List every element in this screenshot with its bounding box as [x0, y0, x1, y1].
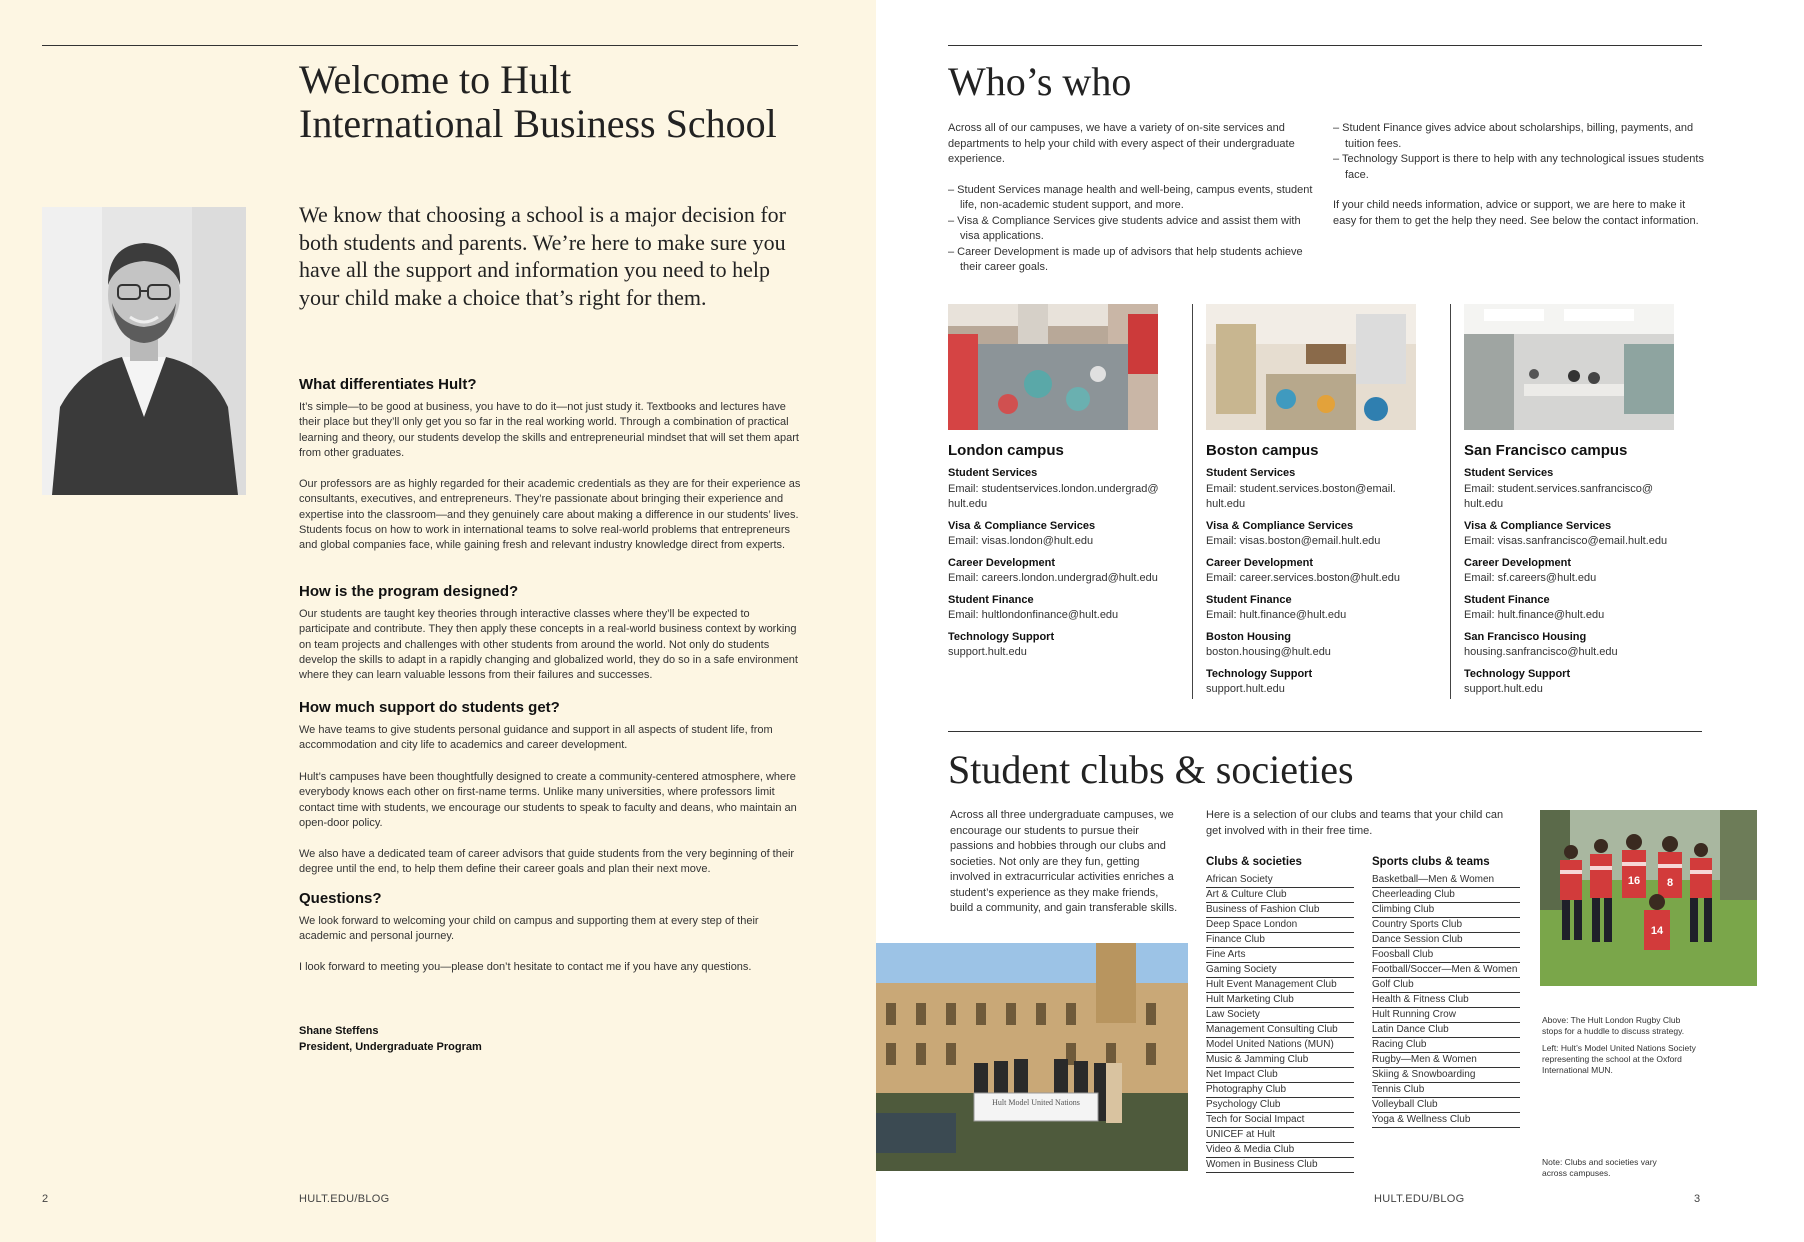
signature: [299, 1023, 482, 1055]
clubs-heading: Clubs & societies: [1206, 856, 1302, 868]
club-list-item: Psychology Club: [1206, 1098, 1354, 1113]
contact-block: [1464, 667, 1692, 698]
club-list-item: Business of Fashion Club: [1206, 903, 1354, 918]
contact-block: [1206, 519, 1434, 550]
title-line-1: Welcome to Hult: [299, 57, 572, 102]
contact-email[interactable]: housing.sanfrancisco@hult.edu: [1464, 646, 1618, 658]
signature-name: Shane Steffens: [299, 1025, 379, 1037]
campus-san-francisco: [1464, 442, 1692, 704]
section-paragraph: Our students are taught key theories through interactive classes where they’ll be expected to participate and contribute. They then apply these concepts in a real-world business context by working on team projects and challenges with other students from around the world. Not only do students develop the skills to adapt in a rapidly changing and globalized world, they do so in a safe environment where they can learn valuable lessons from their failures and successes.: [299, 608, 798, 682]
contact-block: [1206, 556, 1434, 587]
top-rule: [42, 45, 798, 46]
club-list-item: Women in Business Club: [1206, 1158, 1354, 1173]
president-portrait: [42, 207, 246, 495]
sport-list-item: Racing Club: [1372, 1038, 1520, 1053]
contact-email[interactable]: Email: hult.finance@hult.edu: [1206, 609, 1347, 621]
sport-list-item: Health & Fitness Club: [1372, 993, 1520, 1008]
section-heading-differentiates: What differentiates Hult?: [299, 376, 477, 393]
contact-block: [1206, 593, 1434, 624]
sports-heading: Sports clubs & teams: [1372, 856, 1490, 868]
right-page: [876, 0, 1804, 1242]
bullet-item: – Career Development is made up of advisors that help students achieve their career goals.: [948, 245, 1303, 273]
jersey-number: 16: [1627, 875, 1641, 887]
contact-block: [1206, 667, 1434, 698]
jersey-number: 14: [1650, 925, 1664, 937]
boston-campus-photo: [1206, 304, 1416, 430]
portrait-photo: [42, 207, 246, 495]
whos-who-intro: Across all of our campuses, we have a variety of on-site services and departments to help your child with every aspect of their undergraduate experience.: [948, 122, 1295, 165]
bullet-item: – Student Finance gives advice about scholarships, billing, payments, and tuition fees.: [1333, 122, 1694, 150]
contact-email[interactable]: Email: sf.careers@hult.edu: [1464, 572, 1597, 584]
club-list-item: Music & Jamming Club: [1206, 1053, 1354, 1068]
bullet-item: – Technology Support is there to help with any technological issues students face.: [1333, 153, 1704, 181]
section-paragraph: We have teams to give students personal guidance and support in all aspects of student life, from accommodation and city life to academics and career development.: [299, 724, 773, 752]
sports-list: [1372, 873, 1520, 1128]
contact-note: If your child needs information, advice or support, we are here to make it easy for them to get the help they need. See below the contact information.: [1333, 199, 1699, 227]
caption-left: Left: Hult’s Model United Nations Society representing the school at the Oxford International MUN.: [1542, 1043, 1696, 1075]
contact-label: Technology Support: [1206, 667, 1313, 680]
club-list-item: Gaming Society: [1206, 963, 1354, 978]
footer-url[interactable]: HULT.EDU/BLOG: [299, 1193, 390, 1205]
section-rule: [948, 731, 1702, 732]
club-list-item: Law Society: [1206, 1008, 1354, 1023]
contact-email[interactable]: Email: hult.finance@hult.edu: [1464, 609, 1605, 621]
section-heading-questions: Questions?: [299, 890, 382, 907]
clubs-title: Student clubs & societies: [948, 747, 1354, 792]
contact-block: [948, 519, 1176, 550]
whos-who-title: Who’s who: [948, 59, 1132, 104]
contact-block: [1464, 519, 1692, 550]
sport-list-item: Golf Club: [1372, 978, 1520, 993]
campus-name: London campus: [948, 442, 1064, 459]
whos-who-right-column: [1333, 121, 1705, 229]
contact-label: Student Finance: [948, 593, 1034, 606]
sport-list-item: Cheerleading Club: [1372, 888, 1520, 903]
section-paragraph: We look forward to welcoming your child on campus and supporting them at every step of their academic and personal journey.: [299, 915, 759, 943]
contact-email[interactable]: Email: visas.sanfrancisco@email.hult.edu: [1464, 535, 1668, 547]
contact-email[interactable]: Email: student.services.sanfrancisco@: [1464, 482, 1654, 495]
section-paragraph: We also have a dedicated team of career advisors that guide students from the very beginning of their degree until the end, to help them define their career goals and plan their next move.: [299, 848, 795, 876]
campus-divider: [1192, 304, 1193, 699]
bullet-item: – Student Services manage health and well-being, campus events, student life, non-academic student support, and more.: [948, 183, 1313, 211]
page-title: [299, 58, 819, 146]
club-list-item: Hult Marketing Club: [1206, 993, 1354, 1008]
contact-link[interactable]: support.hult.edu: [948, 646, 1027, 658]
rugby-photo: [1540, 810, 1757, 986]
contact-block: [948, 630, 1176, 661]
campus-divider: [1450, 304, 1451, 699]
sport-list-item: Foosball Club: [1372, 948, 1520, 963]
campus-boston: [1206, 442, 1434, 704]
contact-label: Career Development: [1206, 556, 1313, 569]
section-paragraph: It’s simple—to be good at business, you have to do it—not just study it. Textbooks and lectures have their place but they’ll only get you so far in the real working world. Through a combination of practical learning and theory, our students develop the skills and entrepreneurial mindset that will set them apart from other graduates.: [299, 401, 799, 459]
sport-list-item: Basketball—Men & Women: [1372, 873, 1520, 888]
contact-email-cont[interactable]: hult.edu: [1464, 498, 1504, 510]
contact-block: [1464, 593, 1692, 624]
section-paragraph: Our professors are as highly regarded for their academic credentials as they are for their experience as consultants, executives, and entrepreneurs. They’re passionate about bringing their experience and expertise into the classroom—and they genuinely care about making a difference in our students’ lives. Students focus on how to work in international teams to solve real-world problems that entrepreneurs and global companies face, while gaining fresh and relevant industry knowledge direct from experts.: [299, 478, 801, 552]
section-paragraph: Hult’s campuses have been thoughtfully designed to create a community-centered atmosphere, where everybody knows each other on first-name terms. Unlike many universities, where professors limit contact time with students, we encourage our students to speak to faculty and deans, who maintain an open-door policy.: [299, 771, 797, 829]
bullet-item: – Visa & Compliance Services give students advice and assist them with visa applications.: [948, 214, 1301, 242]
clubs-note: Note: Clubs and societies vary across campuses.: [1542, 1157, 1657, 1178]
contact-label: Visa & Compliance Services: [1206, 519, 1354, 532]
contact-block: [1464, 466, 1692, 513]
club-list-item: Tech for Social Impact: [1206, 1113, 1354, 1128]
contact-label: Student Finance: [1464, 593, 1550, 606]
sport-list-item: Dance Session Club: [1372, 933, 1520, 948]
contact-email-cont[interactable]: hult.edu: [1206, 498, 1246, 510]
club-list-item: Net Impact Club: [1206, 1068, 1354, 1083]
contact-link[interactable]: support.hult.edu: [1206, 683, 1285, 695]
banner-text: Hult Model United Nations: [992, 1098, 1080, 1107]
club-list-item: Management Consulting Club: [1206, 1023, 1354, 1038]
contact-label: Student Finance: [1206, 593, 1292, 606]
sport-list-item: Tennis Club: [1372, 1083, 1520, 1098]
contact-link[interactable]: support.hult.edu: [1464, 683, 1543, 695]
sports-list-column: [1372, 856, 1520, 1128]
clubs-list: [1206, 873, 1354, 1173]
campus-london: [948, 442, 1176, 667]
contact-label: Visa & Compliance Services: [948, 519, 1096, 532]
sport-list-item: Hult Running Crow: [1372, 1008, 1520, 1023]
contact-email[interactable]: Email: student.services.boston@email.: [1206, 482, 1396, 495]
mun-photo: [876, 943, 1188, 1171]
sport-list-item: Country Sports Club: [1372, 918, 1520, 933]
contact-label: Student Services: [948, 467, 1038, 479]
sport-list-item: Volleyball Club: [1372, 1098, 1520, 1113]
sport-list-item: Latin Dance Club: [1372, 1023, 1520, 1038]
campus-name: San Francisco campus: [1464, 442, 1628, 459]
page-number: 2: [42, 1193, 49, 1205]
club-list-item: African Society: [1206, 873, 1354, 888]
contact-email-cont[interactable]: hult.edu: [948, 498, 988, 510]
contact-label: Career Development: [1464, 556, 1571, 569]
club-list-item: Deep Space London: [1206, 918, 1354, 933]
clubs-selection: Here is a selection of our clubs and teams that your child can get involved with in their free time.: [1206, 809, 1504, 837]
club-list-item: Photography Club: [1206, 1083, 1354, 1098]
contact-block: [1206, 466, 1434, 513]
club-list-item: Model United Nations (MUN): [1206, 1038, 1354, 1053]
contact-block: [1464, 556, 1692, 587]
club-list-item: Video & Media Club: [1206, 1143, 1354, 1158]
sport-list-item: Yoga & Wellness Club: [1372, 1113, 1520, 1128]
contact-block: [1206, 630, 1434, 661]
contact-email[interactable]: Email: careers.london.undergrad@hult.edu: [948, 572, 1158, 584]
contact-email[interactable]: boston.housing@hult.edu: [1206, 646, 1331, 658]
jersey-number: 8: [1666, 877, 1674, 889]
campus-name: Boston campus: [1206, 442, 1319, 459]
contact-block: [948, 556, 1176, 587]
sport-list-item: Football/Soccer—Men & Women: [1372, 963, 1520, 978]
contact-label: Career Development: [948, 556, 1055, 569]
contact-block: [948, 593, 1176, 624]
club-list-item: Hult Event Management Club: [1206, 978, 1354, 993]
san-francisco-campus-photo: [1464, 304, 1674, 430]
contact-email[interactable]: Email: hultlondonfinance@hult.edu: [948, 609, 1119, 621]
clubs-intro: Across all three undergraduate campuses, we encourage our students to pursue their passions and hobbies through our clubs and societies. Not only are they fun, getting involved in extracurricular activities enriches a student’s experience as they make friends, build a community, and gain transferable skills.: [950, 809, 1178, 914]
contact-block: [1464, 630, 1692, 661]
lead-paragraph: We know that choosing a school is a major decision for both students and parents. We’re here to make sure you have all the support and information you need to help your child make a choice that’s right for them.: [299, 202, 787, 310]
club-list-item: Fine Arts: [1206, 948, 1354, 963]
contact-label: San Francisco Housing: [1464, 630, 1587, 643]
club-list-item: Finance Club: [1206, 933, 1354, 948]
contact-label: Visa & Compliance Services: [1464, 519, 1612, 532]
whos-who-left-column: [948, 121, 1318, 276]
section-paragraph: I look forward to meeting you—please don’t hesitate to contact me if you have any questions.: [299, 961, 752, 973]
contact-email[interactable]: Email: studentservices.london.undergrad@: [948, 482, 1159, 495]
title-line-2: International Business School: [299, 101, 777, 146]
left-page: [0, 0, 876, 1242]
signature-role: President, Undergraduate Program: [299, 1041, 482, 1053]
caption-above: Above: The Hult London Rugby Club stops for a huddle to discuss strategy.: [1542, 1015, 1685, 1036]
contact-label: Technology Support: [948, 630, 1055, 643]
contact-email[interactable]: Email: visas.london@hult.edu: [948, 535, 1094, 547]
page-number: 3: [1694, 1193, 1701, 1205]
section-heading-program: How is the program designed?: [299, 583, 519, 600]
clubs-list-column: [1206, 856, 1354, 1173]
club-list-item: UNICEF at Hult: [1206, 1128, 1354, 1143]
contact-email[interactable]: Email: career.services.boston@hult.edu: [1206, 572, 1400, 584]
contact-label: Student Services: [1464, 467, 1554, 479]
contact-email[interactable]: Email: visas.boston@email.hult.edu: [1206, 535, 1381, 547]
section-heading-support: How much support do students get?: [299, 699, 560, 716]
sport-list-item: Skiing & Snowboarding: [1372, 1068, 1520, 1083]
contact-label: Technology Support: [1464, 667, 1571, 680]
contact-label: Boston Housing: [1206, 630, 1291, 643]
sport-list-item: Climbing Club: [1372, 903, 1520, 918]
sport-list-item: Rugby—Men & Women: [1372, 1053, 1520, 1068]
club-list-item: Art & Culture Club: [1206, 888, 1354, 903]
london-campus-photo: [948, 304, 1158, 430]
contact-block: [948, 466, 1176, 513]
footer-url[interactable]: HULT.EDU/BLOG: [1374, 1193, 1465, 1205]
contact-label: Student Services: [1206, 467, 1296, 479]
top-rule: [948, 45, 1702, 46]
